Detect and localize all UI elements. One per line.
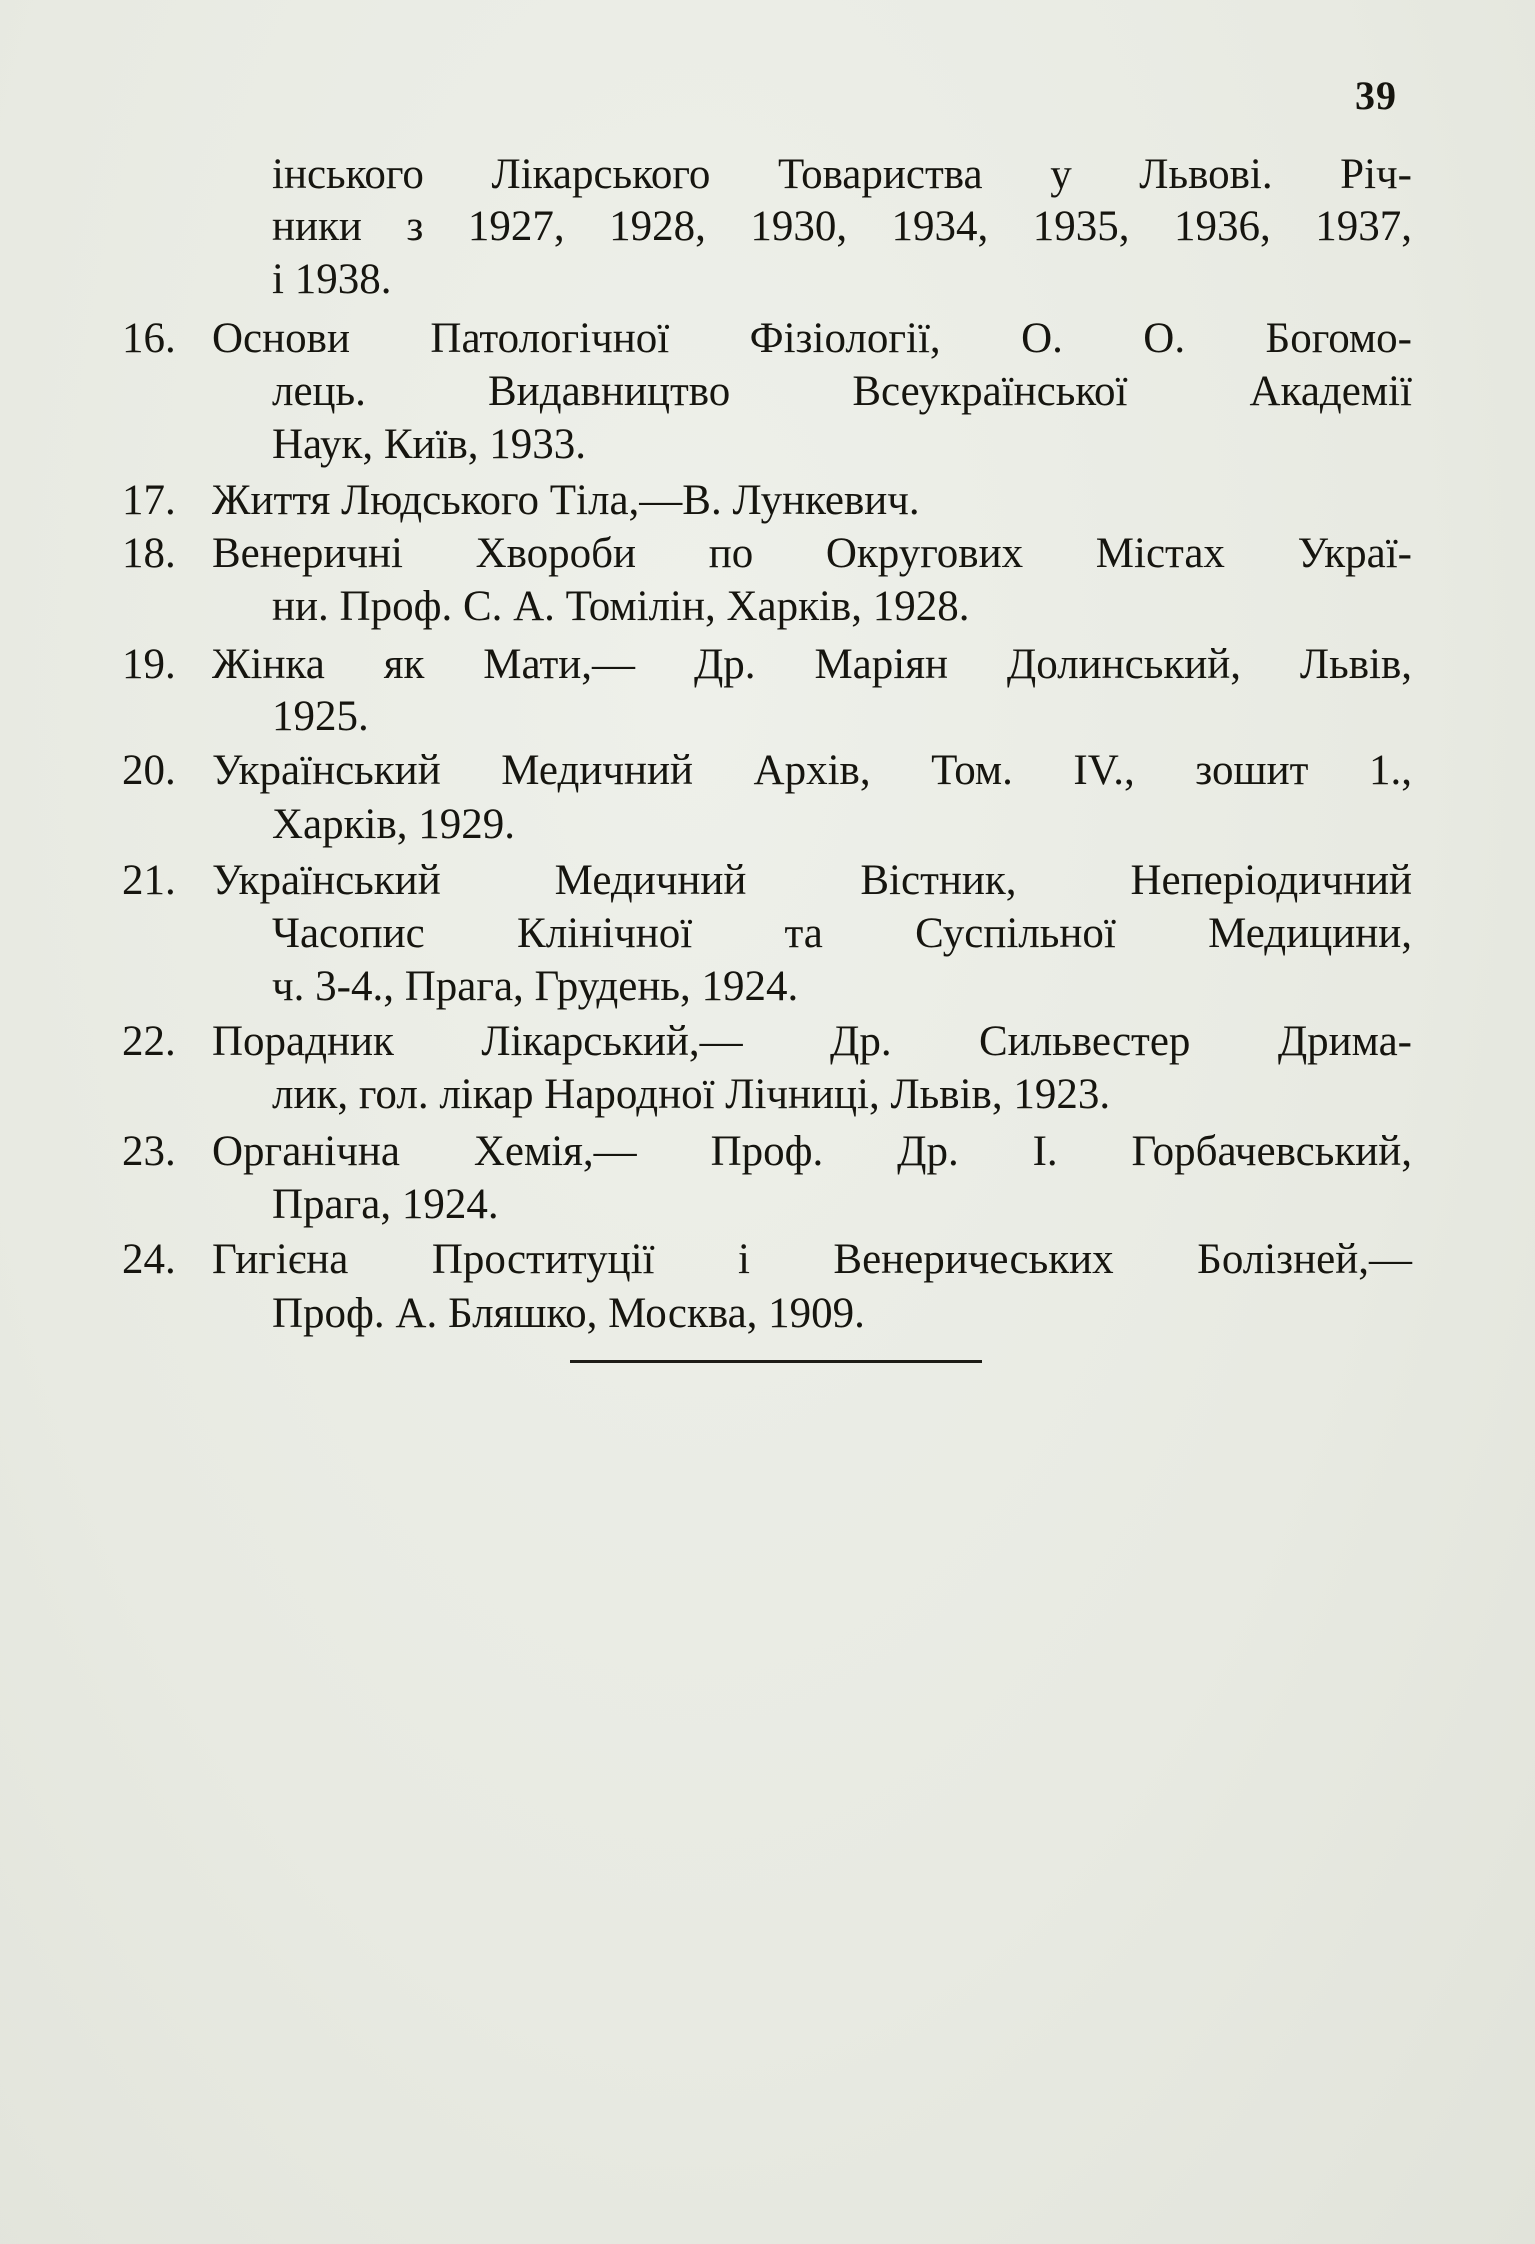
text-line: Прага, 1924.: [272, 1181, 499, 1228]
section-end-rule: [570, 1360, 982, 1363]
text-line: Харків, 1929.: [272, 801, 516, 848]
entry-number: 20.: [122, 747, 176, 794]
text-line: Життя Людського Тіла,—В. Лункевич.: [212, 477, 920, 524]
text-line: Органічна Хемія,— Проф. Др. І. Горбачевський,: [212, 1128, 1412, 1175]
text-line: Венеричні Хвороби по Округових Містах Украї-: [212, 530, 1412, 577]
entry-number: 19.: [122, 641, 176, 688]
text-line: інського Лікарського Товариства у Львові. Річ-: [272, 151, 1412, 198]
entry-number: 21.: [122, 857, 176, 904]
text-line: Гигієна Проституції і Венеричеських Болізней,—: [212, 1236, 1412, 1283]
text-line: 1925.: [272, 693, 369, 740]
text-line: ч. 3-4., Прага, Грудень, 1924.: [272, 963, 799, 1010]
text-line: ники з 1927, 1928, 1930, 1934, 1935, 1936, 1937,: [272, 203, 1412, 250]
entry-number: 16.: [122, 315, 176, 362]
text-line: Наук, Київ, 1933.: [272, 421, 587, 468]
text-line: Український Медичний Архів, Том. IV., зошит 1.,: [212, 747, 1412, 794]
text-line: Основи Патологічної Фізіології, О. О. Богомо-: [212, 315, 1412, 362]
text-line: і 1938.: [272, 256, 392, 303]
text-line: лець. Видавництво Всеукраїнської Академії: [272, 368, 1412, 415]
text-line: ни. Проф. С. А. Томілін, Харків, 1928.: [272, 583, 970, 630]
page-number: 39: [1355, 73, 1397, 118]
entry-number: 23.: [122, 1128, 176, 1175]
text-line: Часопис Клінічної та Суспільної Медицини,: [272, 910, 1412, 957]
text-line: Український Медичний Вістник, Неперіодичний: [212, 857, 1412, 904]
entry-number: 24.: [122, 1236, 176, 1283]
text-line: Проф. А. Бляшко, Москва, 1909.: [272, 1290, 865, 1337]
text-line: лик, гол. лікар Народної Лічниці, Львів, 1923.: [272, 1071, 1111, 1118]
text-line: Порадник Лікарський,— Др. Сильвестер Дрима-: [212, 1018, 1412, 1065]
entry-number: 18.: [122, 530, 176, 577]
entry-number: 17.: [122, 477, 176, 524]
entry-number: 22.: [122, 1018, 176, 1065]
text-line: Жінка як Мати,— Др. Маріян Долинський, Львів,: [212, 641, 1412, 688]
